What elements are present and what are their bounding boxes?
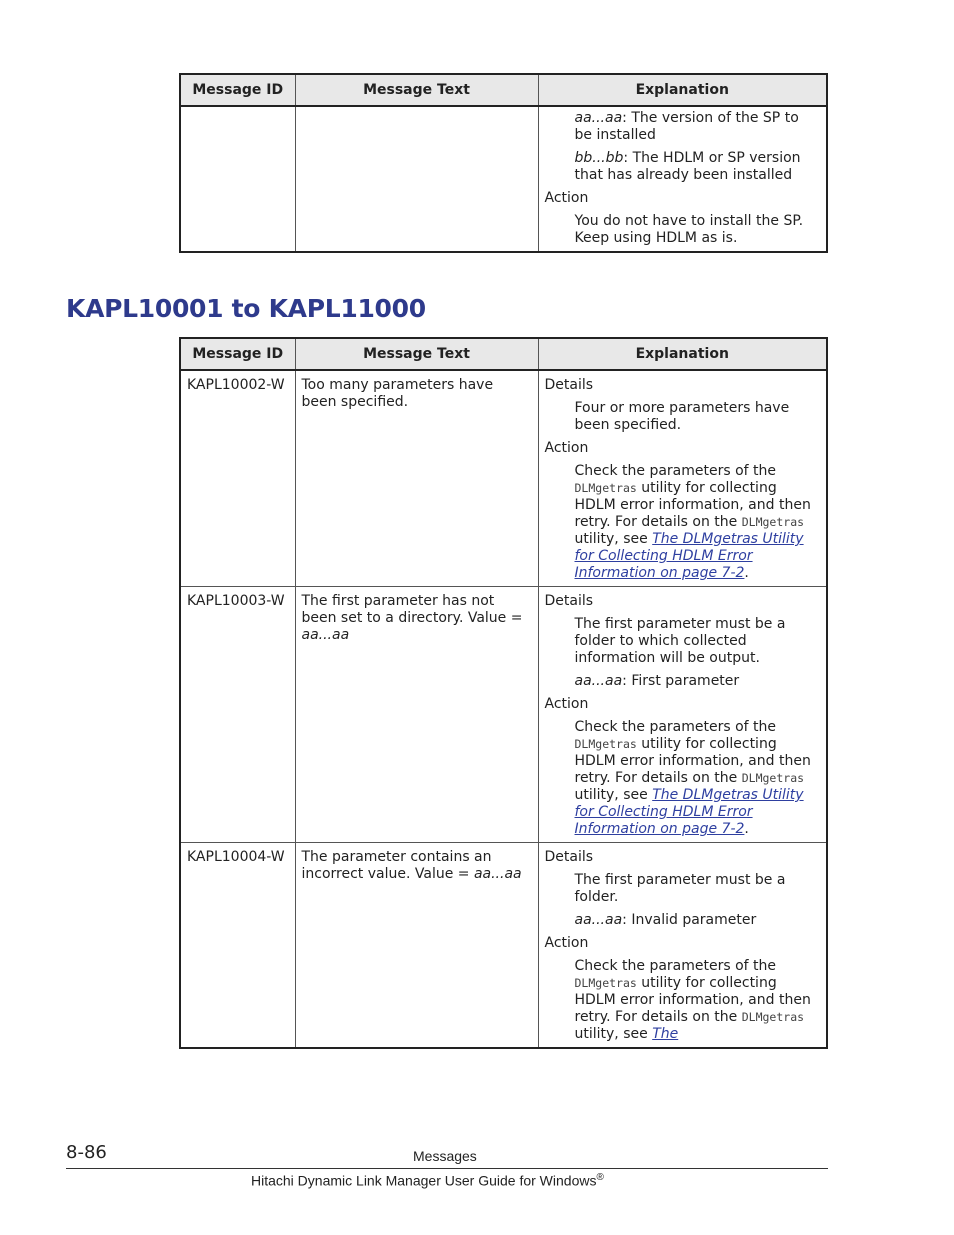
utility-code: DLMgetras bbox=[741, 515, 805, 529]
message-text: The first parameter has not been set to a directory. Value = bbox=[301, 593, 523, 626]
reference-link[interactable]: The DLMgetras Utility for Collecting HDLM Error Information on page 7-2 bbox=[574, 531, 804, 581]
action-text: utility, see bbox=[574, 531, 653, 547]
message-id-cell: KAPL10004-W bbox=[180, 843, 295, 1049]
action-text: utility for collecting HDLM error information, and then retry. For details on the bbox=[574, 975, 811, 1025]
action-text: utility, see bbox=[574, 1026, 653, 1042]
explanation-label-details: Details bbox=[544, 849, 594, 865]
message-text-cell bbox=[295, 370, 538, 587]
variable-name: aa...aa bbox=[574, 673, 623, 689]
explanation-label-action: Action bbox=[544, 696, 589, 712]
explanation-action bbox=[575, 719, 821, 838]
table-row bbox=[180, 370, 827, 587]
utility-code: DLMgetras bbox=[574, 737, 637, 751]
footer-section-name: Messages bbox=[413, 1148, 477, 1164]
table-header-row bbox=[180, 74, 827, 106]
explanation-cell bbox=[538, 843, 827, 1049]
action-text: Check the parameters of the bbox=[574, 719, 777, 735]
registered-mark: ® bbox=[596, 1172, 604, 1183]
message-id-cell: KAPL10003-W bbox=[180, 587, 295, 843]
table-row bbox=[180, 587, 827, 843]
explanation-text: The first parameter must be a folder. bbox=[574, 872, 786, 905]
explanation-var-line bbox=[575, 150, 821, 184]
variable-description: : Invalid parameter bbox=[622, 912, 757, 928]
footer-book-title bbox=[251, 1172, 604, 1189]
variable-description: : First parameter bbox=[622, 673, 740, 689]
explanation-var-line bbox=[575, 673, 821, 690]
message-text-variable: aa...aa bbox=[473, 866, 522, 882]
explanation-action bbox=[575, 958, 821, 1043]
message-text-cell bbox=[295, 843, 538, 1049]
book-title-text: Hitachi Dynamic Link Manager User Guide for Windows bbox=[251, 1172, 597, 1189]
utility-code: DLMgetras bbox=[574, 976, 637, 990]
variable-name: aa...aa bbox=[574, 912, 623, 928]
action-text: . bbox=[744, 565, 749, 581]
variable-description: : The HDLM or SP version that has already been installed bbox=[574, 150, 801, 183]
table-row bbox=[180, 843, 827, 1049]
message-id-cell: KAPL10002-W bbox=[180, 370, 295, 587]
explanation-cell bbox=[538, 370, 827, 587]
explanation-text: Four or more parameters have been specified. bbox=[574, 400, 790, 433]
action-text: Check the parameters of the bbox=[574, 958, 777, 974]
explanation-var-line bbox=[575, 110, 821, 144]
message-text: The parameter contains an incorrect value. Value = bbox=[301, 849, 492, 882]
header-message-id: Message ID bbox=[180, 338, 295, 370]
action-text: Check the parameters of the bbox=[574, 463, 777, 479]
table-header-row bbox=[180, 338, 827, 370]
explanation-var-line bbox=[575, 912, 821, 929]
explanation-label-action: Action bbox=[544, 935, 589, 951]
message-text-cell bbox=[295, 587, 538, 843]
message-text-variable: aa...aa bbox=[301, 627, 350, 643]
utility-code: DLMgetras bbox=[574, 481, 637, 495]
reference-link[interactable]: The bbox=[652, 1026, 679, 1042]
explanation-label-details: Details bbox=[544, 593, 594, 609]
explanation-label-details: Details bbox=[544, 377, 594, 393]
header-explanation: Explanation bbox=[538, 74, 827, 106]
variable-name: bb...bb bbox=[574, 150, 624, 166]
header-message-text: Message Text bbox=[295, 74, 538, 106]
message-id-cell bbox=[180, 106, 295, 252]
message-table bbox=[179, 337, 828, 1049]
header-explanation: Explanation bbox=[538, 338, 827, 370]
message-text: Too many parameters have been specified. bbox=[301, 377, 494, 410]
utility-code: DLMgetras bbox=[741, 1010, 805, 1024]
action-text: . bbox=[744, 821, 749, 837]
utility-code: DLMgetras bbox=[741, 771, 805, 785]
continued-message-table bbox=[179, 73, 828, 253]
variable-name: aa...aa bbox=[574, 110, 623, 126]
explanation-label-action: Action bbox=[544, 190, 589, 206]
explanation-cell bbox=[538, 587, 827, 843]
page-number: 8-86 bbox=[66, 1142, 107, 1163]
section-title: KAPL10001 to KAPL11000 bbox=[66, 294, 426, 323]
explanation-cell bbox=[538, 106, 827, 252]
footer-divider bbox=[66, 1168, 828, 1169]
variable-description: : The version of the SP to be installed bbox=[574, 110, 799, 143]
explanation-text: The first parameter must be a folder to which collected information will be output. bbox=[574, 616, 786, 666]
explanation-label-action: Action bbox=[544, 440, 589, 456]
reference-link[interactable]: The DLMgetras Utility for Collecting HDLM Error Information on page 7-2 bbox=[574, 787, 804, 837]
header-message-id: Message ID bbox=[180, 74, 295, 106]
message-text-cell bbox=[295, 106, 538, 252]
action-text: utility, see bbox=[574, 787, 653, 803]
header-message-text: Message Text bbox=[295, 338, 538, 370]
action-text: utility for collecting HDLM error information, and then retry. For details on the bbox=[574, 480, 811, 530]
table-row bbox=[180, 106, 827, 252]
explanation-text: You do not have to install the SP. Keep using HDLM as is. bbox=[574, 213, 804, 246]
action-text: utility for collecting HDLM error information, and then retry. For details on the bbox=[574, 736, 811, 786]
explanation-action bbox=[575, 463, 821, 582]
